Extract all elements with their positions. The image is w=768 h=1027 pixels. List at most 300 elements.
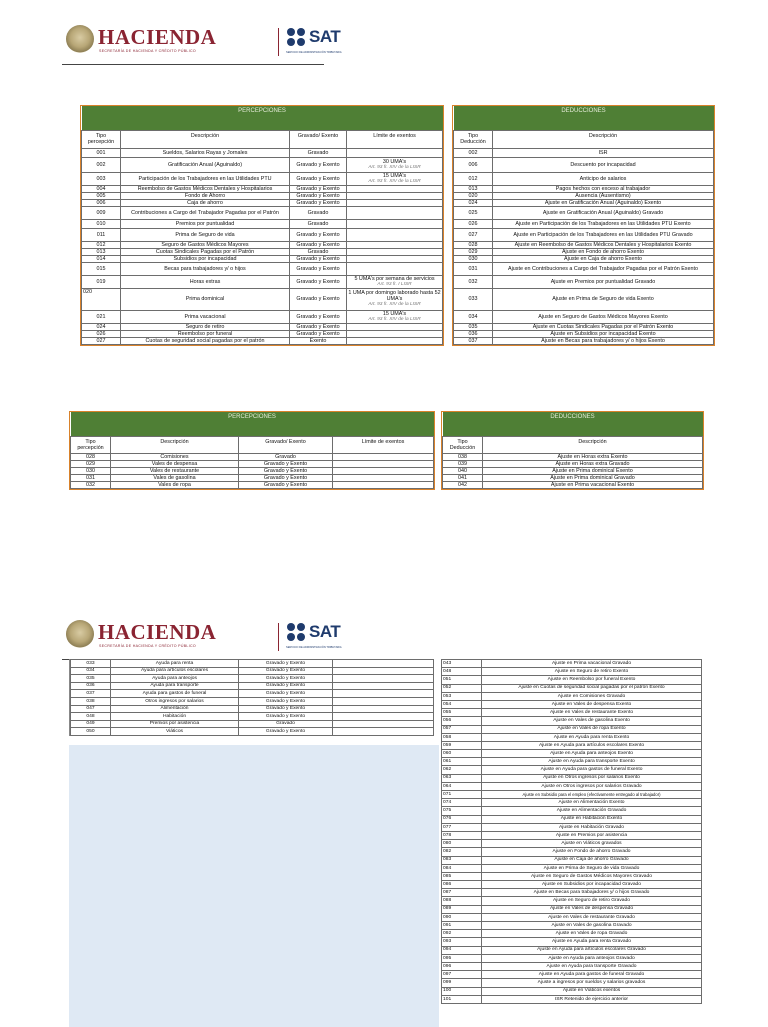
logo-divider bbox=[278, 623, 279, 651]
sat-logo-icon bbox=[287, 623, 307, 643]
limite-exento-cell bbox=[333, 728, 434, 736]
logo-divider bbox=[278, 28, 279, 56]
descripcion-cell: Participación de los Trabajadores en las Utilidades PTU bbox=[121, 172, 290, 185]
sat-subtitle: SERVICIO DE ADMINISTRACIÓN TRIBUTARIA bbox=[286, 51, 342, 54]
deducciones-table-1 bbox=[452, 105, 715, 346]
descripcion-cell: Ajuste en Gratificación Anual (Aguinaldo) Gravado bbox=[493, 206, 714, 219]
table-row bbox=[71, 728, 434, 736]
descripcion-cell: Ajuste en Fondo de ahorro Exento bbox=[493, 248, 714, 255]
tipo-cell: 003 bbox=[82, 172, 121, 185]
col-gravado-exento: Gravado/ Exento bbox=[239, 436, 333, 453]
table-row bbox=[71, 675, 434, 683]
tipo-cell: 011 bbox=[82, 228, 121, 241]
table-row bbox=[442, 889, 702, 897]
table-row bbox=[442, 766, 702, 774]
sat-logo-icon bbox=[287, 28, 307, 48]
descripcion-cell: Alimentación bbox=[111, 705, 239, 713]
tipo-cell: 015 bbox=[82, 262, 121, 275]
table-row bbox=[82, 192, 443, 199]
descripcion-cell: Ajuste en Contribuciones a Cargo del Trabajador Pagadas por el Patrón Exento bbox=[493, 262, 714, 275]
descripcion-cell: Ajuste en Vales de gasolina Exento bbox=[482, 717, 702, 725]
table-row bbox=[82, 255, 443, 262]
limite-note: Art. 93 fr. XIV de la LISR bbox=[368, 316, 421, 322]
table-row bbox=[442, 922, 702, 930]
gravado-exento-cell: Exento bbox=[290, 337, 347, 344]
table-row bbox=[71, 474, 434, 481]
tipo-cell: 036 bbox=[71, 682, 111, 690]
descripcion-cell: Becas para trabajadores y/ o hijos bbox=[121, 262, 290, 275]
tipo-cell: 054 bbox=[442, 700, 482, 708]
descripcion-cell: Descuento por incapacidad bbox=[493, 157, 714, 172]
tipo-cell: 097 bbox=[442, 971, 482, 979]
table-row bbox=[442, 930, 702, 938]
table-row bbox=[454, 228, 714, 241]
gravado-exento-cell: Gravado y Exento bbox=[290, 275, 347, 288]
tipo-cell: 093 bbox=[442, 938, 482, 946]
percepciones-title: PERCEPCIONES bbox=[82, 106, 443, 130]
descripcion-cell: Ajuste en Becas para trabajadores y/ o hijos Gravado bbox=[482, 889, 702, 897]
tipo-cell: 100 bbox=[442, 987, 482, 995]
table-row bbox=[82, 228, 443, 241]
descripcion-cell: Ajuste en Cuotas de seguridad social pagadas por el patrón Exento bbox=[482, 684, 702, 692]
tipo-cell: 043 bbox=[442, 660, 482, 668]
tipo-cell: 086 bbox=[442, 881, 482, 889]
descripcion-cell: Ajuste en Subsidio para el empleo (efectivamente entregado al trabajador) bbox=[482, 791, 702, 799]
limite-exento-cell bbox=[347, 262, 443, 275]
tipo-cell: 033 bbox=[71, 660, 111, 668]
tipo-cell: 006 bbox=[454, 157, 493, 172]
tipo-cell: 013 bbox=[82, 248, 121, 255]
tipo-cell: 028 bbox=[71, 453, 111, 460]
col-descripcion: Descripción bbox=[493, 130, 714, 148]
gravado-exento-cell: Gravado bbox=[290, 206, 347, 219]
col-tipo-deduccion: Tipo Deducción bbox=[443, 436, 483, 453]
gravado-exento-cell: Gravado y Exento bbox=[239, 460, 333, 467]
descripcion-cell: Vales de restaurante bbox=[111, 467, 239, 474]
descripcion-cell: Ajuste en Vales de ropa Gravado bbox=[482, 930, 702, 938]
descripcion-cell: Ajuste en Alimentación Exento bbox=[482, 799, 702, 807]
limite-text: 1 UMA por domingo laborado hasta 52 UMA's bbox=[348, 290, 441, 302]
tipo-cell: 050 bbox=[71, 728, 111, 736]
table-row bbox=[454, 337, 714, 344]
gravado-exento-cell: Gravado y Exento bbox=[290, 199, 347, 206]
table-row bbox=[82, 206, 443, 219]
tipo-cell: 051 bbox=[442, 676, 482, 684]
deducciones-table-3 bbox=[441, 659, 702, 1004]
table-row bbox=[71, 705, 434, 713]
tipo-cell: 090 bbox=[442, 913, 482, 921]
limite-exento-cell bbox=[347, 199, 443, 206]
limite-exento-cell bbox=[347, 241, 443, 248]
table-row bbox=[454, 255, 714, 262]
gravado-exento-cell: Gravado y Exento bbox=[290, 185, 347, 192]
limite-exento-cell bbox=[347, 288, 443, 310]
descripcion-cell: Ajuste en Prima dominical Gravado bbox=[483, 474, 703, 481]
percepciones-table-3 bbox=[69, 659, 434, 736]
tipo-cell: 031 bbox=[454, 262, 493, 275]
table-row bbox=[82, 172, 443, 185]
tipo-cell: 005 bbox=[82, 192, 121, 199]
gravado-exento-cell: Gravado y Exento bbox=[290, 172, 347, 185]
gravado-exento-cell: Gravado y Exento bbox=[239, 667, 333, 675]
table-row bbox=[71, 713, 434, 721]
limite-note: Art. 93 fr. XIV de la LISR bbox=[368, 302, 421, 307]
tipo-cell: 047 bbox=[71, 705, 111, 713]
descripcion-cell: Vales de despensa bbox=[111, 460, 239, 467]
table-row bbox=[454, 157, 714, 172]
descripcion-cell: Ajuste en Fondo de ahorro Gravado bbox=[482, 848, 702, 856]
tipo-cell: 031 bbox=[71, 474, 111, 481]
col-descripcion: Descripción bbox=[121, 130, 290, 148]
descripcion-cell: Ajuste en Caja de ahorro Exento bbox=[493, 255, 714, 262]
gravado-exento-cell: Gravado y Exento bbox=[290, 262, 347, 275]
limite-exento-cell bbox=[347, 228, 443, 241]
table-row bbox=[442, 831, 702, 839]
tipo-cell: 020 bbox=[82, 288, 121, 310]
tipo-cell: 058 bbox=[442, 733, 482, 741]
descripcion-cell: Gratificación Anual (Aguinaldo) bbox=[121, 157, 290, 172]
table-row bbox=[454, 241, 714, 248]
descripcion-cell: Ayuda para gastos de funeral bbox=[111, 690, 239, 698]
tipo-cell: 012 bbox=[454, 172, 493, 185]
hacienda-subtitle: SECRETARÍA DE HACIENDA Y CRÉDITO PÚBLICO bbox=[99, 49, 197, 53]
gravado-exento-cell: Gravado y Exento bbox=[290, 255, 347, 262]
table-row bbox=[442, 848, 702, 856]
tipo-cell: 001 bbox=[82, 148, 121, 157]
percepciones-table-2 bbox=[69, 411, 435, 490]
tipo-cell: 030 bbox=[454, 255, 493, 262]
table-row bbox=[442, 905, 702, 913]
descripcion-cell: Comisiones bbox=[111, 453, 239, 460]
descripcion-cell: Ajuste en Reembolso por funeral Exento bbox=[482, 676, 702, 684]
limite-exento-cell bbox=[347, 248, 443, 255]
descripcion-cell: Pagos hechos con exceso al trabajador bbox=[493, 185, 714, 192]
tipo-cell: 037 bbox=[71, 690, 111, 698]
limite-exento-cell bbox=[347, 219, 443, 228]
tipo-cell: 039 bbox=[443, 460, 483, 467]
table-row bbox=[71, 453, 434, 460]
descripcion-cell: Prima vacacional bbox=[121, 310, 290, 323]
limite-exento-cell bbox=[333, 460, 434, 467]
tipo-cell: 033 bbox=[454, 288, 493, 310]
limite-exento-cell bbox=[347, 310, 443, 323]
descripcion-cell: Ajuste en Ayuda para transporte Gravado bbox=[482, 962, 702, 970]
descripcion-cell: Ajuste en Horas extra Exento bbox=[483, 453, 703, 460]
tipo-cell: 057 bbox=[442, 725, 482, 733]
tipo-cell: 059 bbox=[442, 741, 482, 749]
descripcion-cell: Ajuste en Vales de restaurante Exento bbox=[482, 709, 702, 717]
table-row bbox=[442, 856, 702, 864]
gravado-exento-cell: Gravado y Exento bbox=[290, 157, 347, 172]
table-row bbox=[454, 148, 714, 157]
limite-note: Art. 93 fr. XIV de la LISR bbox=[368, 178, 421, 184]
descripcion-cell: Ayuda para anteojos bbox=[111, 675, 239, 683]
descripcion-cell: Ajuste en Vales de despensa Gravado bbox=[482, 905, 702, 913]
table-row bbox=[442, 807, 702, 815]
tipo-cell: 025 bbox=[454, 206, 493, 219]
table-row bbox=[442, 962, 702, 970]
descripcion-cell: Viáticos bbox=[111, 728, 239, 736]
descripcion-cell: Ajuste en Comisiones Gravado bbox=[482, 692, 702, 700]
tipo-cell: 077 bbox=[442, 823, 482, 831]
table-row bbox=[442, 791, 702, 799]
descripcion-cell: Ajuste en Prima de Seguro de vida Exento bbox=[493, 288, 714, 310]
tipo-cell: 035 bbox=[454, 323, 493, 330]
gravado-exento-cell: Gravado y Exento bbox=[239, 705, 333, 713]
table-row bbox=[442, 774, 702, 782]
tipo-cell: 040 bbox=[443, 467, 483, 474]
descripcion-cell: Ajuste en Seguro de Gastos Médicos Mayores Gravado bbox=[482, 872, 702, 880]
empty-filler-area bbox=[69, 745, 439, 1027]
tipo-cell: 084 bbox=[442, 864, 482, 872]
hacienda-logo-text: HACIENDA bbox=[98, 620, 217, 644]
limite-exento-cell bbox=[347, 255, 443, 262]
descripcion-cell: Ajuste en Prima vacacional Gravado bbox=[482, 660, 702, 668]
col-gravado-exento: Gravado/ Exento bbox=[290, 130, 347, 148]
gravado-exento-cell: Gravado bbox=[290, 148, 347, 157]
tipo-cell: 010 bbox=[82, 219, 121, 228]
gravado-exento-cell: Gravado bbox=[239, 453, 333, 460]
tipo-cell: 019 bbox=[82, 275, 121, 288]
descripcion-cell: Ajuste en Ayuda para artículos escolares Exento bbox=[482, 741, 702, 749]
gravado-exento-cell: Gravado bbox=[239, 720, 333, 728]
table-row bbox=[454, 330, 714, 337]
gravado-exento-cell: Gravado y Exento bbox=[290, 330, 347, 337]
table-row bbox=[71, 660, 434, 668]
limite-exento-cell bbox=[347, 275, 443, 288]
hacienda-subtitle: SECRETARÍA DE HACIENDA Y CRÉDITO PÚBLICO bbox=[99, 644, 197, 648]
tipo-cell: 024 bbox=[454, 199, 493, 206]
limite-text: 15 UMA's bbox=[382, 310, 407, 317]
descripcion-cell: Cuotas de seguridad social pagadas por el patrón bbox=[121, 337, 290, 344]
limite-exento-cell bbox=[333, 690, 434, 698]
limite-exento-cell bbox=[333, 667, 434, 675]
tipo-cell: 099 bbox=[442, 979, 482, 987]
table-row bbox=[82, 241, 443, 248]
descripcion-cell: Caja de ahorro bbox=[121, 199, 290, 206]
descripcion-cell: Ajuste en Seguro de retiro Gravado bbox=[482, 897, 702, 905]
descripcion-cell: Reembolso por funeral bbox=[121, 330, 290, 337]
table-row bbox=[442, 840, 702, 848]
table-row bbox=[82, 157, 443, 172]
table-row bbox=[443, 460, 703, 467]
table-row bbox=[454, 206, 714, 219]
tipo-cell: 013 bbox=[454, 185, 493, 192]
descripcion-cell: Ajuste en Prima dominical Exento bbox=[483, 467, 703, 474]
sat-logo-text: SAT bbox=[309, 27, 341, 46]
limite-exento-cell bbox=[347, 206, 443, 219]
descripcion-cell: Ajuste en Ayuda para transporte Exento bbox=[482, 758, 702, 766]
limite-exento-cell bbox=[347, 172, 443, 185]
limite-exento-cell bbox=[347, 148, 443, 157]
descripcion-cell: Ajuste en Prima de Seguro de vida Gravado bbox=[482, 864, 702, 872]
table-row bbox=[82, 185, 443, 192]
tipo-cell: 064 bbox=[442, 782, 482, 790]
tipo-cell: 035 bbox=[71, 675, 111, 683]
descripcion-cell: Ajuste en Premios por asistencia bbox=[482, 831, 702, 839]
tipo-cell: 094 bbox=[442, 946, 482, 954]
descripcion-cell: Seguro de retiro bbox=[121, 323, 290, 330]
tipo-cell: 034 bbox=[71, 667, 111, 675]
tipo-cell: 101 bbox=[442, 995, 482, 1003]
gravado-exento-cell: Gravado bbox=[290, 219, 347, 228]
table-row bbox=[454, 172, 714, 185]
descripcion-cell: Fondo de Ahorro bbox=[121, 192, 290, 199]
limite-exento-cell bbox=[333, 474, 434, 481]
limite-exento-cell bbox=[333, 675, 434, 683]
table-row bbox=[442, 872, 702, 880]
tipo-cell: 048 bbox=[442, 668, 482, 676]
gravado-exento-cell: Gravado y Exento bbox=[290, 241, 347, 248]
descripcion-cell: Ajuste en Seguro de Gastos Médicos Mayores Exento bbox=[493, 310, 714, 323]
descripcion-cell: Ajuste en Vales de restaurante Gravado bbox=[482, 913, 702, 921]
table-row bbox=[442, 700, 702, 708]
tipo-cell: 089 bbox=[442, 905, 482, 913]
gravado-exento-cell: Gravado y Exento bbox=[239, 660, 333, 668]
tipo-cell: 080 bbox=[442, 840, 482, 848]
tipo-cell: 048 bbox=[71, 713, 111, 721]
descripcion-cell: Ajuste en Prima vacacional Exento bbox=[483, 481, 703, 488]
table-row bbox=[442, 954, 702, 962]
col-limite-exentos: Límite de exentos bbox=[333, 436, 434, 453]
tipo-cell: 026 bbox=[82, 330, 121, 337]
descripcion-cell: Vales de ropa bbox=[111, 481, 239, 488]
col-tipo-percepcion: Tipo percepción bbox=[82, 130, 121, 148]
gravado-exento-cell: Gravado y Exento bbox=[239, 467, 333, 474]
descripcion-cell: Ajuste en Reembolso de Gastos Médicos Dentales y Hospitalarios Exento bbox=[493, 241, 714, 248]
table-row bbox=[442, 995, 702, 1003]
gravado-exento-cell: Gravado y Exento bbox=[239, 675, 333, 683]
table-row bbox=[442, 676, 702, 684]
limite-exento-cell bbox=[347, 157, 443, 172]
table-row bbox=[442, 717, 702, 725]
gravado-exento-cell: Gravado y Exento bbox=[290, 192, 347, 199]
descripcion-cell: Ajuste en Becas para trabajadores y/ o hijos Exento bbox=[493, 337, 714, 344]
descripcion-cell: Premios por puntualidad bbox=[121, 219, 290, 228]
tipo-cell: 027 bbox=[454, 228, 493, 241]
tipo-cell: 028 bbox=[454, 241, 493, 248]
gravado-exento-cell: Gravado y Exento bbox=[290, 288, 347, 310]
limite-text: 5 UMA's por semana de servicios bbox=[354, 275, 435, 282]
table-row bbox=[82, 310, 443, 323]
table-row bbox=[71, 697, 434, 705]
table-row bbox=[442, 971, 702, 979]
descripcion-cell: Ayuda para renta bbox=[111, 660, 239, 668]
tipo-cell: 032 bbox=[454, 275, 493, 288]
descripcion-cell: Ajuste en Vales de gasolina Gravado bbox=[482, 922, 702, 930]
tipo-cell: 029 bbox=[71, 460, 111, 467]
table-row bbox=[71, 682, 434, 690]
tipo-cell: 041 bbox=[443, 474, 483, 481]
percepciones-table-1 bbox=[80, 105, 444, 346]
tipo-cell: 042 bbox=[443, 481, 483, 488]
tipo-cell: 056 bbox=[442, 717, 482, 725]
tipo-cell: 076 bbox=[442, 815, 482, 823]
table-row bbox=[82, 262, 443, 275]
tipo-cell: 060 bbox=[442, 750, 482, 758]
table-row bbox=[442, 897, 702, 905]
descripcion-cell: Ajuste en Habitación Exento bbox=[482, 815, 702, 823]
limite-text: 30 UMA's bbox=[382, 158, 407, 165]
limite-note: Art. 93 fr. XIV de la LISR bbox=[368, 164, 421, 170]
limite-exento-cell bbox=[333, 713, 434, 721]
col-descripcion: Descripción bbox=[111, 436, 239, 453]
descripcion-cell: Ajuste a ingresos por sueldos y salarios gravados bbox=[482, 979, 702, 987]
table-row bbox=[71, 667, 434, 675]
tipo-cell: 004 bbox=[82, 185, 121, 192]
table-row bbox=[442, 750, 702, 758]
limite-exento-cell bbox=[333, 697, 434, 705]
descripcion-cell: Subsidios por incapacidad bbox=[121, 255, 290, 262]
descripcion-cell: Ajuste en Ayuda para anteojos Exento bbox=[482, 750, 702, 758]
descripcion-cell: Ajuste en Cuotas Sindicales Pagadas por el Patrón Exento bbox=[493, 323, 714, 330]
table-row bbox=[71, 467, 434, 474]
table-row bbox=[82, 323, 443, 330]
sat-subtitle: SERVICIO DE ADMINISTRACIÓN TRIBUTARIA bbox=[286, 646, 342, 649]
table-row bbox=[454, 262, 714, 275]
descripcion-cell: Ajuste en Habitación Gravado bbox=[482, 823, 702, 831]
tipo-cell: 049 bbox=[71, 720, 111, 728]
descripcion-cell: Ajuste en Viáticos exentos bbox=[482, 987, 702, 995]
table-row bbox=[442, 692, 702, 700]
deducciones-title: DEDUCCIONES bbox=[454, 106, 714, 130]
table-row bbox=[71, 460, 434, 467]
descripcion-cell: Cuotas Sindicales Pagadas por el Patrón bbox=[121, 248, 290, 255]
table-row bbox=[442, 668, 702, 676]
descripcion-cell: Ajuste en Ayuda para gastos de funeral Exento bbox=[482, 766, 702, 774]
descripcion-cell: ISR Retenido de ejercicio anterior bbox=[482, 995, 702, 1003]
tipo-cell: 038 bbox=[71, 697, 111, 705]
col-tipo-percepcion: Tipo percepción bbox=[71, 436, 111, 453]
tipo-cell: 075 bbox=[442, 807, 482, 815]
tipo-cell: 020 bbox=[454, 192, 493, 199]
descripcion-cell: Ajuste en Alimentación Gravado bbox=[482, 807, 702, 815]
descripcion-cell: ISR bbox=[493, 148, 714, 157]
descripcion-cell: Ajuste en Subsidios por incapacidad Exento bbox=[493, 330, 714, 337]
tipo-cell: 002 bbox=[82, 157, 121, 172]
tipo-cell: 014 bbox=[82, 255, 121, 262]
hacienda-logo-text: HACIENDA bbox=[98, 25, 217, 49]
descripcion-cell: Anticipo de salarios bbox=[493, 172, 714, 185]
gravado-exento-cell: Gravado y Exento bbox=[239, 481, 333, 488]
descripcion-cell: Ajuste en Participación de los Trabajadores en las Utilidades PTU Gravado bbox=[493, 228, 714, 241]
table-row bbox=[82, 330, 443, 337]
descripcion-cell: Ajuste en Ayuda para artículos escolares Gravado bbox=[482, 946, 702, 954]
descripcion-cell: Ayuda para transporte bbox=[111, 682, 239, 690]
table-row bbox=[454, 219, 714, 228]
descripcion-cell: Vales de gasolina bbox=[111, 474, 239, 481]
gravado-exento-cell: Gravado y Exento bbox=[290, 323, 347, 330]
table-row bbox=[442, 864, 702, 872]
table-row bbox=[82, 199, 443, 206]
tipo-cell: 092 bbox=[442, 930, 482, 938]
table-row bbox=[443, 481, 703, 488]
limite-exento-cell bbox=[333, 705, 434, 713]
descripcion-cell: Ajuste en Ayuda para renta Exento bbox=[482, 733, 702, 741]
gravado-exento-cell: Gravado y Exento bbox=[290, 310, 347, 323]
sat-logo-text: SAT bbox=[309, 622, 341, 641]
table-row bbox=[454, 275, 714, 288]
descripcion-cell: Ajuste en Subsidios por incapacidad Gravado bbox=[482, 881, 702, 889]
tipo-cell: 071 bbox=[442, 791, 482, 799]
tipo-cell: 009 bbox=[82, 206, 121, 219]
table-row bbox=[442, 823, 702, 831]
descripcion-cell: Seguro de Gastos Médicos Mayores bbox=[121, 241, 290, 248]
table-row bbox=[454, 323, 714, 330]
tipo-cell: 026 bbox=[454, 219, 493, 228]
limite-exento-cell bbox=[333, 720, 434, 728]
tipo-cell: 088 bbox=[442, 897, 482, 905]
